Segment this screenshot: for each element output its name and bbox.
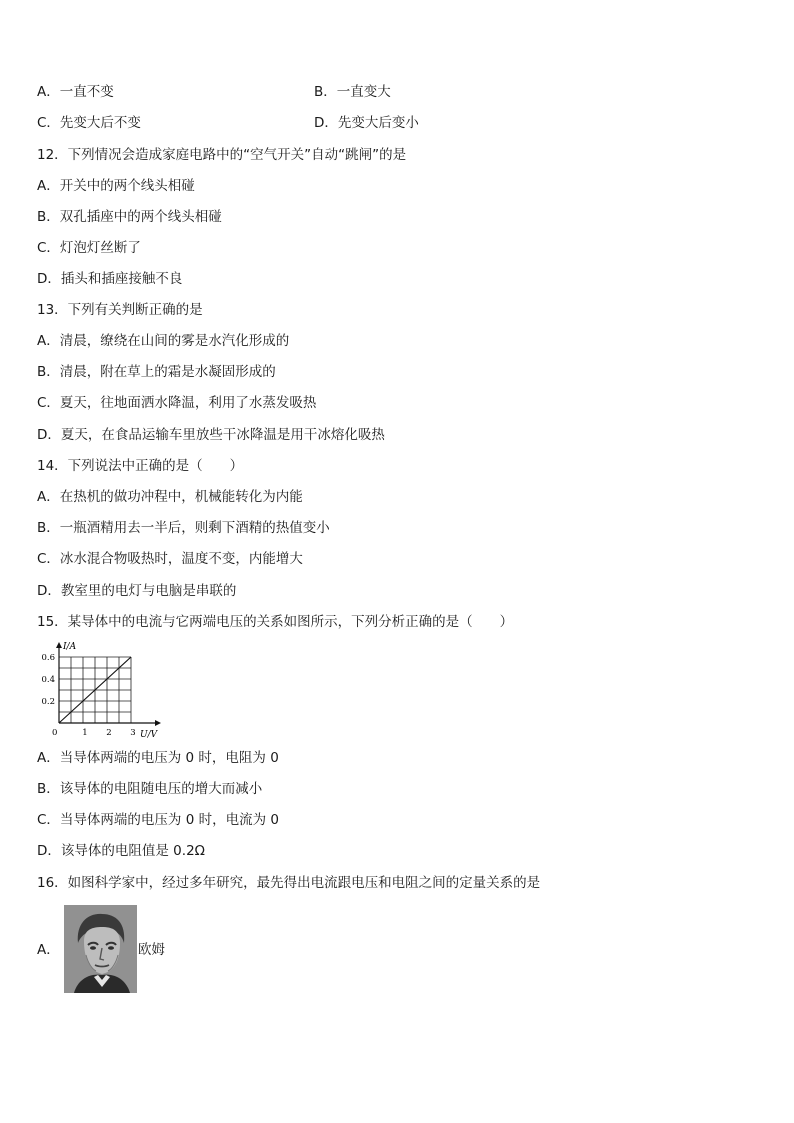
q12-option-a: A．开关中的两个线头相碰 <box>37 178 195 194</box>
q14-option-b: B．一瓶酒精用去一半后，则剩下酒精的热值变小 <box>37 520 330 536</box>
q11-option-b: B．一直变大 <box>314 84 391 100</box>
q12-stem: 12．下列情况会造成家庭电路中的“空气开关”自动“跳闸”的是 <box>37 147 407 163</box>
q15-stem: 15．某导体中的电流与它两端电压的关系如图所示，下列分析正确的是（ ） <box>37 614 514 630</box>
y-tick-label: 0.6 <box>41 653 55 663</box>
q14-option-a: A．在热机的做功冲程中，机械能转化为内能 <box>37 489 303 505</box>
q16-stem: 16．如图科学家中，经过多年研究，最先得出电流跟电压和电阻之间的定量关系的是 <box>37 875 541 891</box>
q11-option-a: A．一直不变 <box>37 84 114 100</box>
q12-option-d: D．插头和插座接触不良 <box>37 271 183 287</box>
x-tick-label: 3 <box>130 728 136 738</box>
q13-option-a: A．清晨，缭绕在山间的雾是水汽化形成的 <box>37 333 290 349</box>
q14-option-c: C．冰水混合物吸热时，温度不变，内能增大 <box>37 551 303 567</box>
origin-label: 0 <box>52 728 58 738</box>
q12-option-b: B．双孔插座中的两个线头相碰 <box>37 209 222 225</box>
current-voltage-graph <box>37 638 167 740</box>
q16-option-a-name: 欧姆 <box>138 942 165 958</box>
x-axis-arrow <box>155 720 161 726</box>
q14-option-d: D．教室里的电灯与电脑是串联的 <box>37 583 237 599</box>
q15-option-b: B．该导体的电阻随电压的增大而减小 <box>37 781 263 797</box>
q12-option-c: C．灯泡灯丝断了 <box>37 240 141 256</box>
q16-option-a-letter: A． <box>37 942 60 958</box>
y-tick-label: 0.2 <box>41 697 55 707</box>
x-tick-labels <box>82 728 135 738</box>
q13-option-d: D．夏天，在食品运输车里放些干冰降温是用干冰熔化吸热 <box>37 427 385 443</box>
graph-axes <box>56 642 161 726</box>
y-tick-labels <box>41 653 55 707</box>
q15-option-a: A．当导体两端的电压为 0 时，电阻为 0 <box>37 750 279 766</box>
q15-option-c: C．当导体两端的电压为 0 时，电流为 0 <box>37 812 279 828</box>
q11-option-d: D．先变大后变小 <box>314 115 419 131</box>
q13-option-b: B．清晨，附在草上的霜是水凝固形成的 <box>37 364 276 380</box>
q11-option-c: C．先变大后不变 <box>37 115 141 131</box>
y-axis-arrow <box>56 642 62 648</box>
x-tick-label: 2 <box>106 728 112 738</box>
y-tick-label: 0.4 <box>41 675 55 685</box>
q13-stem: 13．下列有关判断正确的是 <box>37 302 203 318</box>
x-axis-label: U/V <box>140 730 158 740</box>
y-axis-label: I/A <box>63 642 77 652</box>
x-tick-label: 1 <box>82 728 88 738</box>
q15-option-d: D．该导体的电阻值是 0.2Ω <box>37 843 205 859</box>
q13-option-c: C．夏天，往地面洒水降温，利用了水蒸发吸热 <box>37 395 317 411</box>
scientist-portrait-image <box>64 905 137 993</box>
q14-stem: 14．下列说法中正确的是（ ） <box>37 458 244 474</box>
